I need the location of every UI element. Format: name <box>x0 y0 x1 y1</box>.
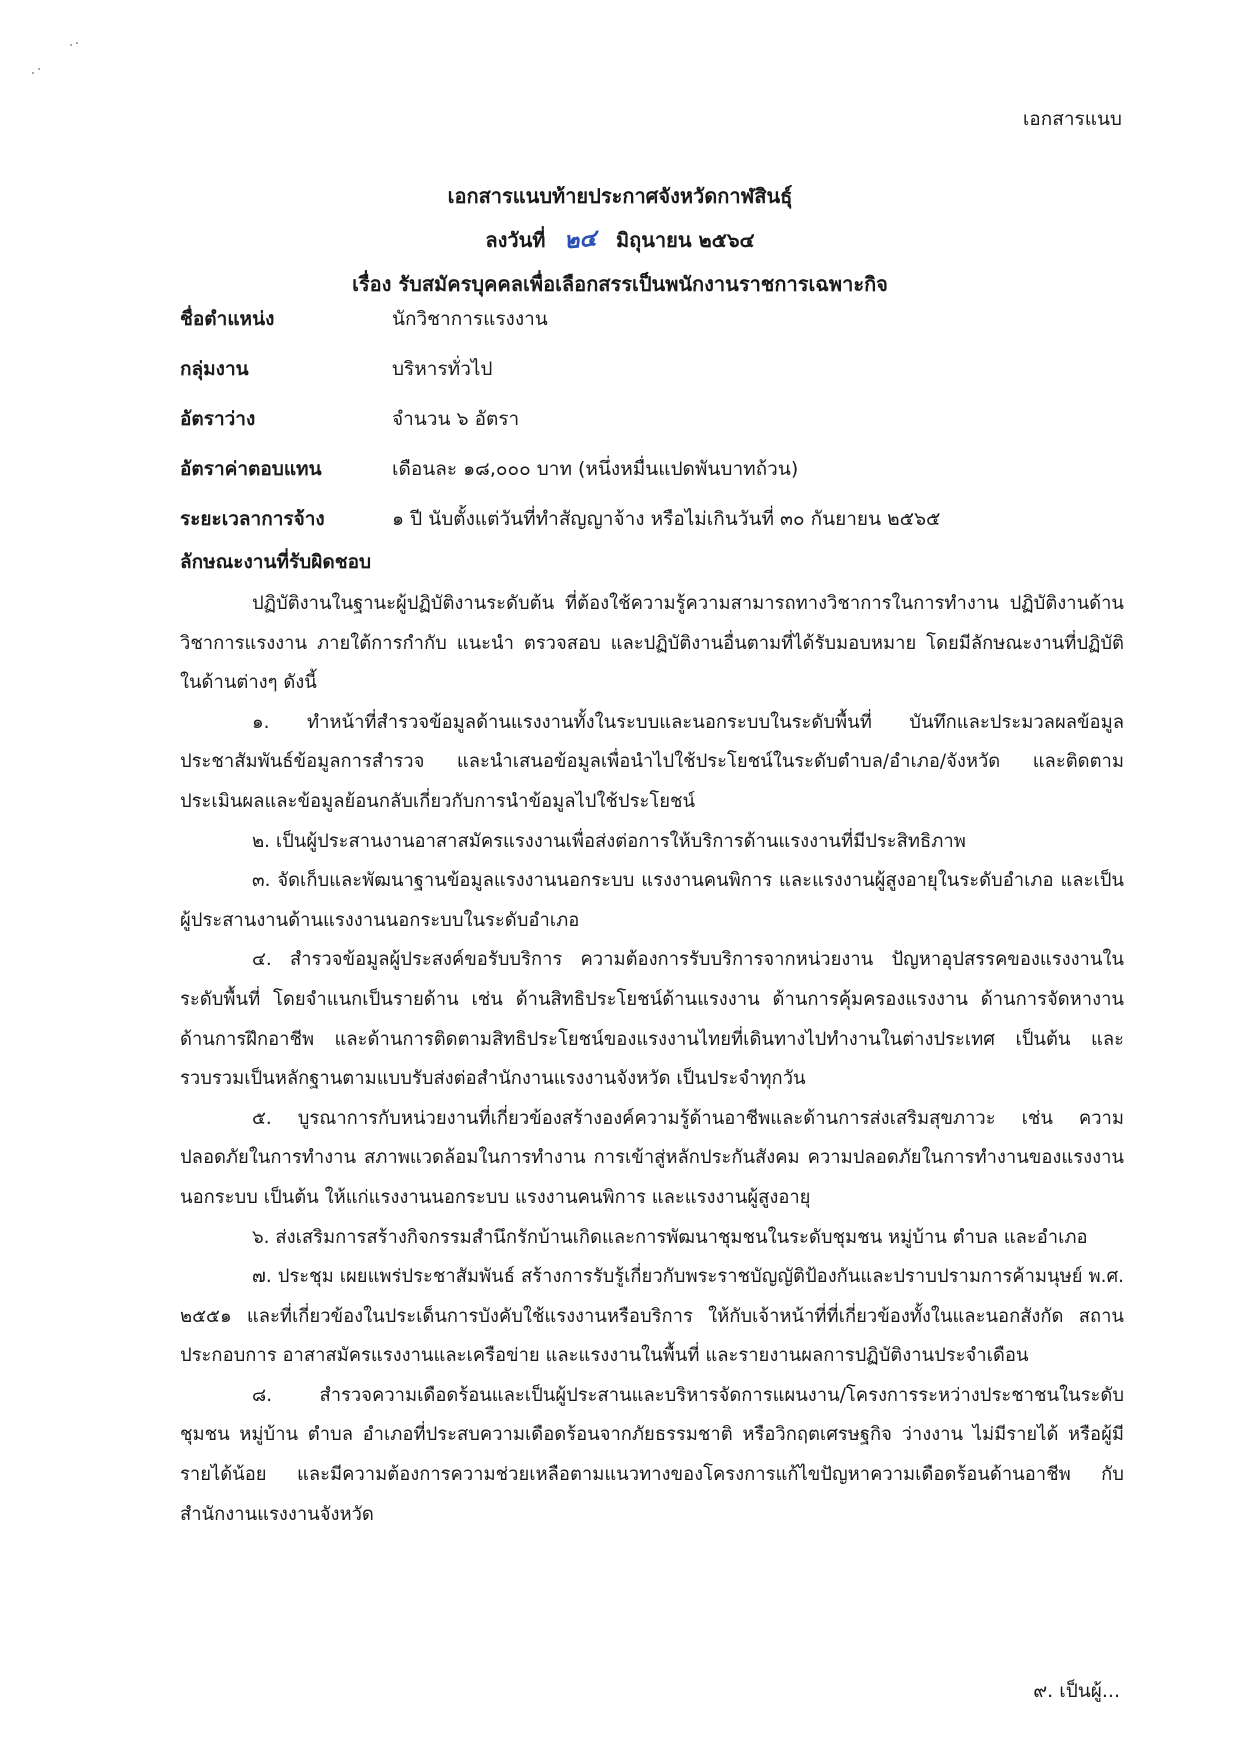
info-label: กลุ่มงาน <box>180 358 249 380</box>
date-day-handwritten: ๒๔ <box>563 225 599 255</box>
header-subject: เรื่อง รับสมัครบุคคลเพื่อเลือกสรรเป็นพนักงานราชการเฉพาะกิจ <box>352 272 888 296</box>
date-prefix: ลงวันที่ <box>485 228 546 252</box>
header-title: เอกสารแนบท้ายประกาศจังหวัดกาฬสินธุ์ <box>447 184 793 208</box>
info-row-position <box>180 294 940 344</box>
info-value: จำนวน ๖ อัตรา <box>392 408 520 430</box>
paragraph-intro: ปฏิบัติงานในฐานะผู้ปฏิบัติงานระดับต้น ที่ต้องใช้ความรู้ความสามารถทางวิชาการในการทำงาน ปฏิบัติงานด้านวิชาการแรงงาน ภายใต้การกำกับ แนะนำ ตรวจสอบ และปฏิบัติงานอื่นตามที่ได้รับมอบหมาย โดยมีลักษณะงานที่ปฏิบัติในด้านต่างๆ ดังนี้ <box>180 593 1124 694</box>
info-row-vacancies <box>180 394 940 444</box>
paragraph-item-5: ๕. บูรณาการกับหน่วยงานที่เกี่ยวข้องสร้างองค์ความรู้ด้านอาชีพและด้านการส่งเสริมสุขภาวะ เช่น ความปลอดภัยในการทำงาน สภาพแวดล้อมในการทำงาน การเข้าสู่หลักประกันสังคม ความปลอดภัยในการทำงานของแรงงานนอกระบบ เป็นต้น ให้แก่แรงงานนอกระบบ แรงงานคนพิการ และแรงงานผู้สูงอายุ <box>180 1107 1124 1208</box>
continuation-marker: ๙. เป็นผู้... <box>1033 1680 1120 1702</box>
paragraph-item-1: ๑. ทำหน้าที่สำรวจข้อมูลด้านแรงงานทั้งในระบบและนอกระบบในระดับพื้นที่ บันทึกและประมวลผลข้อมูล ประชาสัมพันธ์ข้อมูลการสำรวจ และนำเสนอข้อมูลเพื่อนำไปใช้ประโยชน์ในระดับตำบล/อำเภอ/จังหวัด และติดตามประเมินผลและข้อมูลย้อนกลับเกี่ยวกับการนำข้อมูลไปใช้ประโยชน์ <box>180 711 1124 812</box>
paragraph-item-7: ๗. ประชุม เผยแพร่ประชาสัมพันธ์ สร้างการรับรู้เกี่ยวกับพระราชบัญญัติป้องกันและปราบปรามการค้ามนุษย์ พ.ศ. ๒๕๕๑ และที่เกี่ยวข้องในประเด็นการบังคับใช้แรงงานหรือบริการ ให้กับเจ้าหน้าที่ที่เกี่ยวข้องทั้งในและนอกสังกัด สถานประกอบการ อาสาสมัครแรงงานและเครือข่าย และแรงงานในพื้นที่ และรายงานผลการปฏิบัติงานประจำเดือน <box>180 1266 1124 1367</box>
paragraph-item-4: ๔. สำรวจข้อมูลผู้ประสงค์ขอรับบริการ ความต้องการรับบริการจากหน่วยงาน ปัญหาอุปสรรคของแรงงานในระดับพื้นที่ โดยจำแนกเป็นรายด้าน เช่น ด้านสิทธิประโยชน์ด้านแรงงาน ด้านการคุ้มครองแรงงาน ด้านการจัดหางาน ด้านการฝึกอาชีพ และด้านการติดตามสิทธิประโยชน์ของแรงงานไทยที่เดินทางไปทำงานในต่างประเทศ เป็นต้น และรวบรวมเป็นหลักฐานตามแบบรับส่งต่อสำนักงานแรงงานจังหวัด เป็นประจำทุกวัน <box>180 949 1124 1090</box>
info-label: อัตราว่าง <box>180 408 256 430</box>
info-row-duration <box>180 494 940 544</box>
section-title-responsibilities: ลักษณะงานที่รับผิดชอบ <box>180 551 372 573</box>
info-value: นักวิชาการแรงงาน <box>392 308 548 330</box>
info-value: ๑ ปี นับตั้งแต่วันที่ทำสัญญาจ้าง หรือไม่เกินวันที่ ๓๐ กันยายน ๒๕๖๕ <box>392 508 941 530</box>
info-label: ชื่อตำแหน่ง <box>180 308 275 330</box>
paragraph-item-6: ๖. ส่งเสริมการสร้างกิจกรรมสำนึกรักบ้านเกิดและการพัฒนาชุมชนในระดับชุมชน หมู่บ้าน ตำบล และอำเภอ <box>252 1226 1088 1248</box>
paragraph-item-3: ๓. จัดเก็บและพัฒนาฐานข้อมูลแรงงานนอกระบบ แรงงานคนพิการ และแรงงานผู้สูงอายุในระดับอำเภอ และเป็นผู้ประสานงานด้านแรงงานนอกระบบในระดับอำเภอ <box>180 870 1124 931</box>
date-month-year: มิถุนายน ๒๕๖๔ <box>615 228 755 252</box>
info-row-group <box>180 344 940 394</box>
paragraph-item-2: ๒. เป็นผู้ประสานงานอาสาสมัครแรงงานเพื่อส่งต่อการให้บริการด้านแรงงานที่มีประสิทธิภาพ <box>252 830 966 852</box>
responsibilities-body <box>180 584 1124 1534</box>
paragraph-item-8: ๘. สำรวจความเดือดร้อนและเป็นผู้ประสานและบริหารจัดการแผนงาน/โครงการระหว่างประชาชนในระดับชุมชน หมู่บ้าน ตำบล อำเภอที่ประสบความเดือดร้อนจากภัยธรรมชาติ หรือวิกฤตเศรษฐกิจ ว่างงาน ไม่มีรายได้ หรือผู้มีรายได้น้อย และมีความต้องการความช่วยเหลือตามแนวทางของโครงการแก้ไขปัญหาความเดือดร้อนด้านอาชีพ กับสำนักงานแรงงานจังหวัด <box>180 1384 1124 1525</box>
info-row-salary <box>180 444 940 494</box>
info-value: เดือนละ ๑๘,๐๐๐ บาท (หนึ่งหมื่นแปดพันบาทถ้วน) <box>392 458 799 480</box>
header-date <box>0 218 1240 262</box>
info-label: ระยะเวลาการจ้าง <box>180 508 325 530</box>
info-value: บริหารทั่วไป <box>392 358 493 380</box>
attachment-label: เอกสารแนบ <box>1022 108 1122 130</box>
document-header <box>0 174 1240 306</box>
scan-specks <box>30 40 90 100</box>
position-info <box>180 294 940 544</box>
info-label: อัตราค่าตอบแทน <box>180 458 322 480</box>
